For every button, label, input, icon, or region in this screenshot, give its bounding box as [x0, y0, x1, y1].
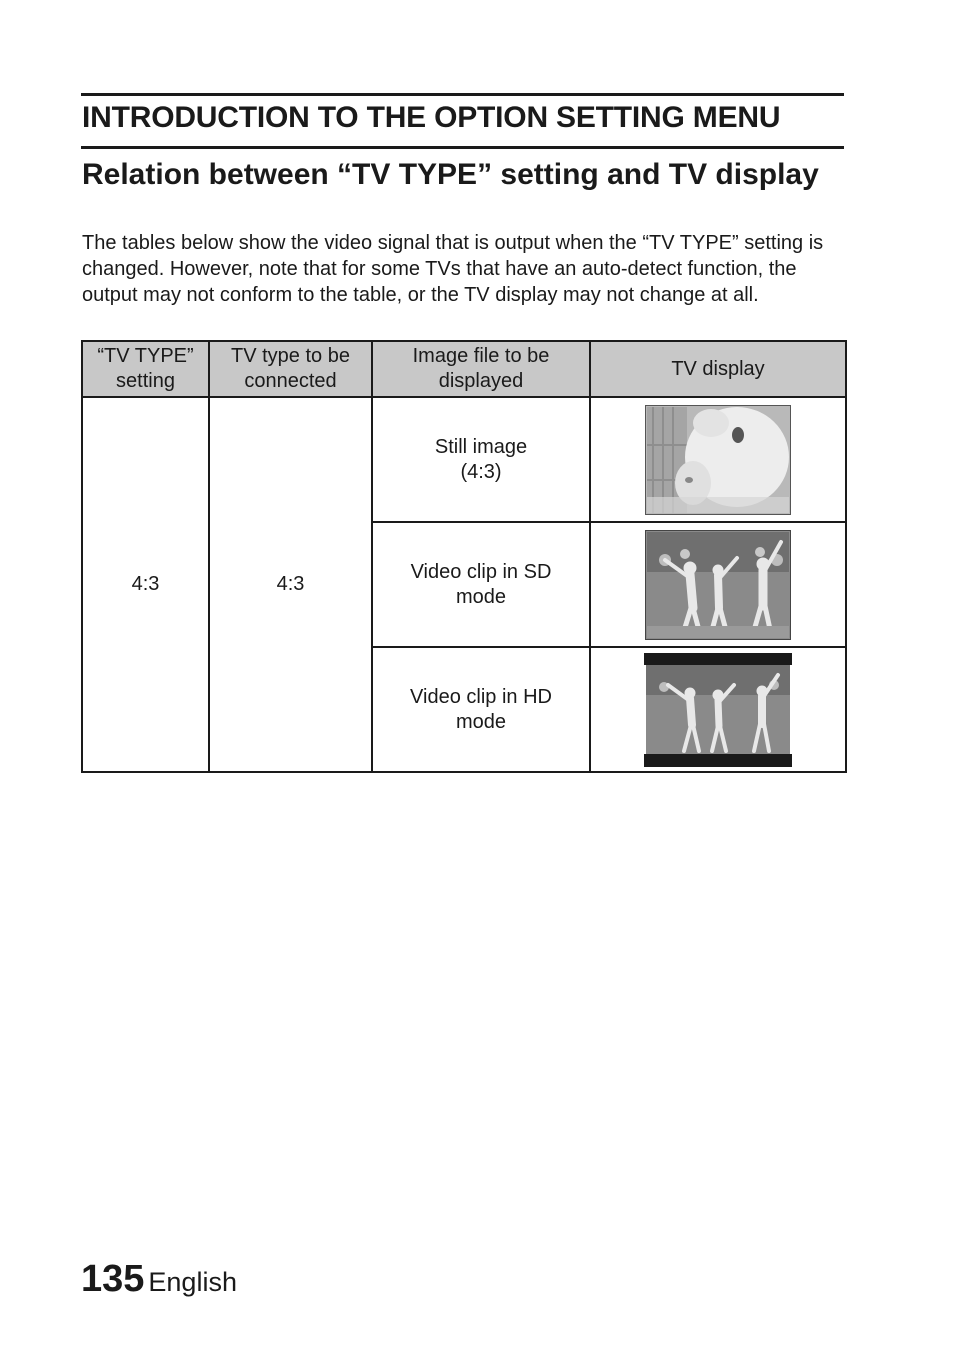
tv-display-cell [590, 397, 846, 522]
column-header-tv-type-connected: TV type to be connected [209, 341, 372, 397]
dancers-video-letterbox-icon [644, 653, 792, 767]
dancers-video-fullscreen-icon [645, 530, 791, 640]
page-number: 135 [81, 1258, 145, 1300]
image-file-cell [372, 397, 590, 522]
table-header-row [82, 341, 846, 397]
page-footer [81, 1258, 237, 1301]
page-language: English [148, 1267, 237, 1297]
image-file-cell [372, 522, 590, 647]
title-rule [81, 146, 844, 149]
image-file-cell [372, 647, 590, 772]
tv-display-cell [590, 647, 846, 772]
column-header-image-file: Image file to be displayed [372, 341, 590, 397]
table-row [82, 397, 846, 522]
tv-display-cell [590, 522, 846, 647]
tv-type-setting-cell: 4:3 [82, 397, 209, 772]
tv-type-connected-cell: 4:3 [209, 397, 372, 772]
section-title: INTRODUCTION TO THE OPTION SETTING MENU [82, 101, 781, 134]
image-file-label: Video clip in SD mode [410, 560, 552, 608]
intro-paragraph: The tables below show the video signal that is output when the “TV TYPE” setting is changed. However, note that for some TVs that have an auto-detect function, the output may not conform to the table, or the TV display may not change at all. [82, 232, 824, 306]
image-file-label: Video clip in HD mode [410, 685, 552, 733]
rabbit-photo-fullscreen-icon [645, 405, 791, 515]
subsection-title: Relation between “TV TYPE” setting and TV display [82, 158, 819, 191]
top-rule [81, 93, 844, 96]
column-header-tv-display: TV display [590, 341, 846, 397]
tv-type-table [81, 340, 847, 773]
column-header-tv-type-setting: “TV TYPE” setting [82, 341, 209, 397]
image-file-label: Still image (4:3) [434, 435, 528, 483]
